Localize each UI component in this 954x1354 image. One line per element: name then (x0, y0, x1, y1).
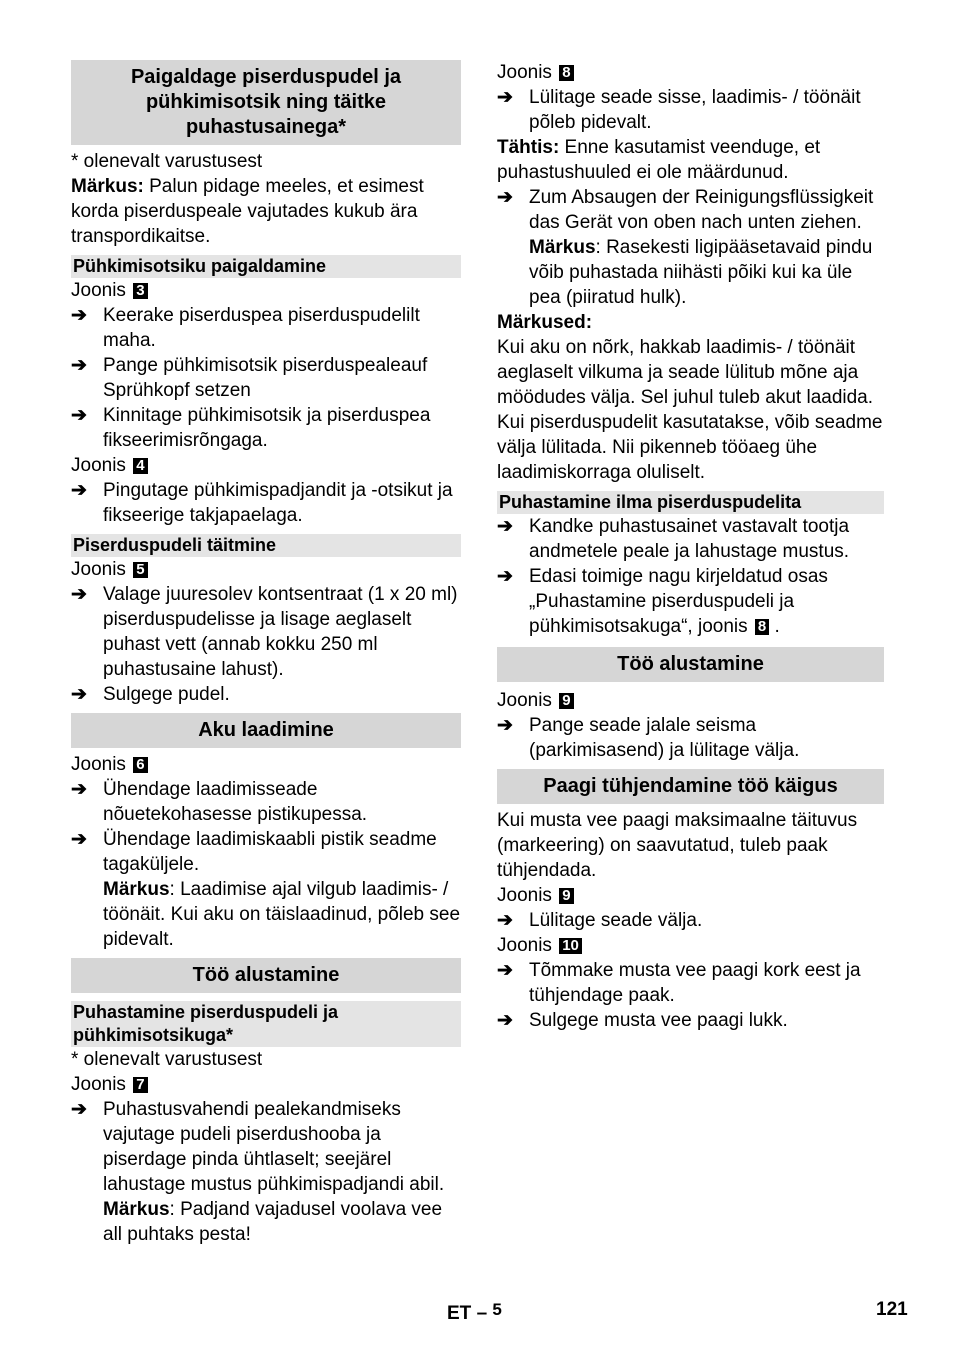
footnote: * olenevalt varustusest (71, 151, 263, 172)
figure-number: 4 (133, 458, 147, 474)
note-label: Märkus (103, 879, 170, 900)
paragraph: Kui piserduspudelit kasutatakse, võib seadme välja lülitada. Nii pikenneb tööaeg ühe laadimiskorraga oluliselt. (497, 412, 883, 483)
list-item (71, 303, 461, 353)
list-item (71, 403, 461, 453)
list-item-text: Zum Absaugen der Reinigungsflüssigkeit das Gerät von oben nach unten ziehen. (529, 187, 874, 233)
paragraph: Kui aku on nõrk, hakkab laadimis- / töönäit aeglaselt vilkuma ja seade lülitub mõne aja möödudes välja. Sel juhul tuleb akut laadida. (497, 337, 874, 408)
arrow-icon: ➔ (71, 1099, 87, 1120)
figure-ref (71, 557, 461, 582)
figure-ref (71, 453, 461, 478)
list-item-text: Puhastusvahendi pealekandmiseks vajutage pudeli piserdushooba ja piserdage pinda ühtlaselt; seejärel lahustage mustus pühkimispadjandi abil. (103, 1099, 445, 1195)
note-text: : Laadimise ajal vilgub laadimis- / töönäit. Kui aku on täislaadinud, põleb see pidevalt. (103, 879, 461, 950)
figure-ref (497, 688, 884, 713)
arrow-icon: ➔ (71, 779, 87, 800)
list-item-text: Pingutage pühkimispadjandit ja -otsikut ja fikseerige takjapaelaga. (103, 480, 453, 526)
section-heading: Paagi tühjendamine töö käigus (497, 769, 884, 804)
list-item (497, 85, 884, 135)
note (71, 174, 461, 249)
figure-label: Joonis (71, 1074, 126, 1095)
figure-ref (71, 752, 461, 777)
note-text: Enne kasutamist veenduge, et puhastushuuled ei ole määrdunud. (497, 137, 821, 183)
list-item (497, 185, 884, 310)
footer-local-page: 5 (492, 1300, 502, 1319)
subsection-heading: Puhastamine ilma piserduspudelita (497, 491, 884, 514)
list-item-text-end: . (769, 616, 780, 637)
arrow-icon: ➔ (497, 1010, 513, 1031)
figure-label: Joonis (497, 935, 552, 956)
left-column (71, 60, 461, 1247)
list-item-text: Lülitage seade välja. (529, 910, 703, 931)
figure-ref (71, 1072, 461, 1097)
list-item-text: Sulgege pudel. (103, 684, 230, 705)
list-item-text: Kandke puhastusainet vastavalt tootja andmetele peale ja lahustage mustus. (529, 516, 850, 562)
footer-language: ET (447, 1303, 472, 1324)
list-item-text: Pange pühkimisotsik piserduspealeauf Sprühkopf setzen (103, 355, 428, 401)
arrow-icon: ➔ (71, 355, 87, 376)
arrow-icon: ➔ (497, 87, 513, 108)
arrow-icon: ➔ (71, 684, 87, 705)
figure-number: 3 (133, 283, 147, 299)
note-label: Märkus (529, 237, 596, 258)
figure-number: 7 (133, 1077, 147, 1093)
list-item (497, 713, 884, 763)
figure-ref (497, 933, 884, 958)
figure-label: Joonis (497, 690, 552, 711)
list-item-text: Kinnitage pühkimisotsik ja piserduspea fikseerimisrõngaga. (103, 405, 431, 451)
footnote: * olenevalt varustusest (71, 1049, 263, 1070)
arrow-icon: ➔ (497, 910, 513, 931)
arrow-icon: ➔ (71, 829, 87, 850)
list-item (497, 564, 884, 639)
important-note (497, 135, 884, 185)
figure-label: Joonis (71, 559, 126, 580)
section-heading: Paigaldage piserduspudel ja pühkimisotsik ning täitke puhastusainega* (71, 60, 461, 145)
subsection-heading: Pühkimisotsiku paigaldamine (71, 255, 461, 278)
figure-ref (71, 278, 461, 303)
figure-number: 8 (755, 619, 769, 635)
list-item-text: Ühendage laadimisseade nõuetekohasesse pistikupessa. (103, 779, 368, 825)
list-item (497, 958, 884, 1008)
note-text: : Padjand vajadusel voolava vee all puhtaks pesta! (103, 1199, 443, 1245)
subsection-heading: Piserduspudeli täitmine (71, 534, 461, 557)
note-text: Palun pidage meeles, et esimest korda piserduspeale vajutades kukub ära transpordikaitse. (71, 176, 424, 247)
footer-language-page (447, 1297, 502, 1326)
figure-number: 9 (559, 888, 573, 904)
list-item-text: Lülitage seade sisse, laadimis- / töönäit põleb pidevalt. (529, 87, 861, 133)
arrow-icon: ➔ (497, 516, 513, 537)
list-item (497, 1008, 884, 1033)
list-item (71, 682, 461, 707)
section-heading: Aku laadimine (71, 713, 461, 748)
figure-ref (497, 883, 884, 908)
subsection-heading: Puhastamine piserduspudeli ja pühkimisotsikuga* (71, 1001, 461, 1047)
list-item (71, 353, 461, 403)
list-item (71, 1097, 461, 1247)
list-item-text: Valage juuresolev kontsentraat (1 x 20 ml) piserduspudelisse ja lisage aeglaselt puhast vett (annab kokku 250 ml puhastusaine lahust). (103, 584, 458, 680)
list-item (497, 514, 884, 564)
page-number: 121 (876, 1299, 908, 1320)
figure-label: Joonis (71, 455, 126, 476)
arrow-icon: ➔ (497, 187, 513, 208)
list-item (71, 478, 461, 528)
list-item-text: Edasi toimige nagu kirjeldatud osas „Puhastamine piserduspudeli ja pühkimisotsakuga“, joonis (529, 566, 828, 637)
figure-number: 10 (559, 938, 582, 954)
arrow-icon: ➔ (497, 715, 513, 736)
section-heading: Töö alustamine (71, 958, 461, 993)
list-item-text: Keerake piserduspea piserduspudelilt maha. (103, 305, 420, 351)
list-item (71, 827, 461, 952)
right-column (497, 60, 884, 1033)
paragraph: Kui musta vee paagi maksimaalne täituvus (markeering) on saavutatud, tuleb paak tühjendada. (497, 810, 858, 881)
figure-number: 9 (559, 693, 573, 709)
note-text: : Rasekesti ligipääsetavaid pindu võib puhastada niihästi põiki kui ka üle pea (piiratud hulk). (529, 237, 873, 308)
figure-label: Joonis (497, 885, 552, 906)
list-item-text: Pange seade jalale seisma (parkimisasend) ja lülitage välja. (529, 715, 800, 761)
list-item-text: Ühendage laadimiskaabli pistik seadme tagaküljele. (103, 829, 437, 875)
note-label: Märkus: (71, 176, 144, 197)
arrow-icon: ➔ (71, 480, 87, 501)
list-item (497, 908, 884, 933)
arrow-icon: ➔ (71, 584, 87, 605)
figure-ref (497, 60, 884, 85)
footer-separator: – (476, 1303, 488, 1324)
figure-label: Joonis (71, 754, 126, 775)
figure-number: 5 (133, 562, 147, 578)
arrow-icon: ➔ (71, 305, 87, 326)
note-label: Märkus (103, 1199, 170, 1220)
notes-heading: Märkused: (497, 312, 593, 333)
list-item (71, 777, 461, 827)
figure-label: Joonis (497, 62, 552, 83)
figure-label: Joonis (71, 280, 126, 301)
list-item (71, 582, 461, 682)
section-heading: Töö alustamine (497, 647, 884, 682)
arrow-icon: ➔ (497, 566, 513, 587)
note-label: Tähtis: (497, 137, 560, 158)
list-item-text: Sulgege musta vee paagi lukk. (529, 1010, 788, 1031)
figure-number: 8 (559, 65, 573, 81)
arrow-icon: ➔ (497, 960, 513, 981)
arrow-icon: ➔ (71, 405, 87, 426)
list-item-text: Tõmmake musta vee paagi kork eest ja tühjendage paak. (529, 960, 861, 1006)
figure-number: 6 (133, 757, 147, 773)
